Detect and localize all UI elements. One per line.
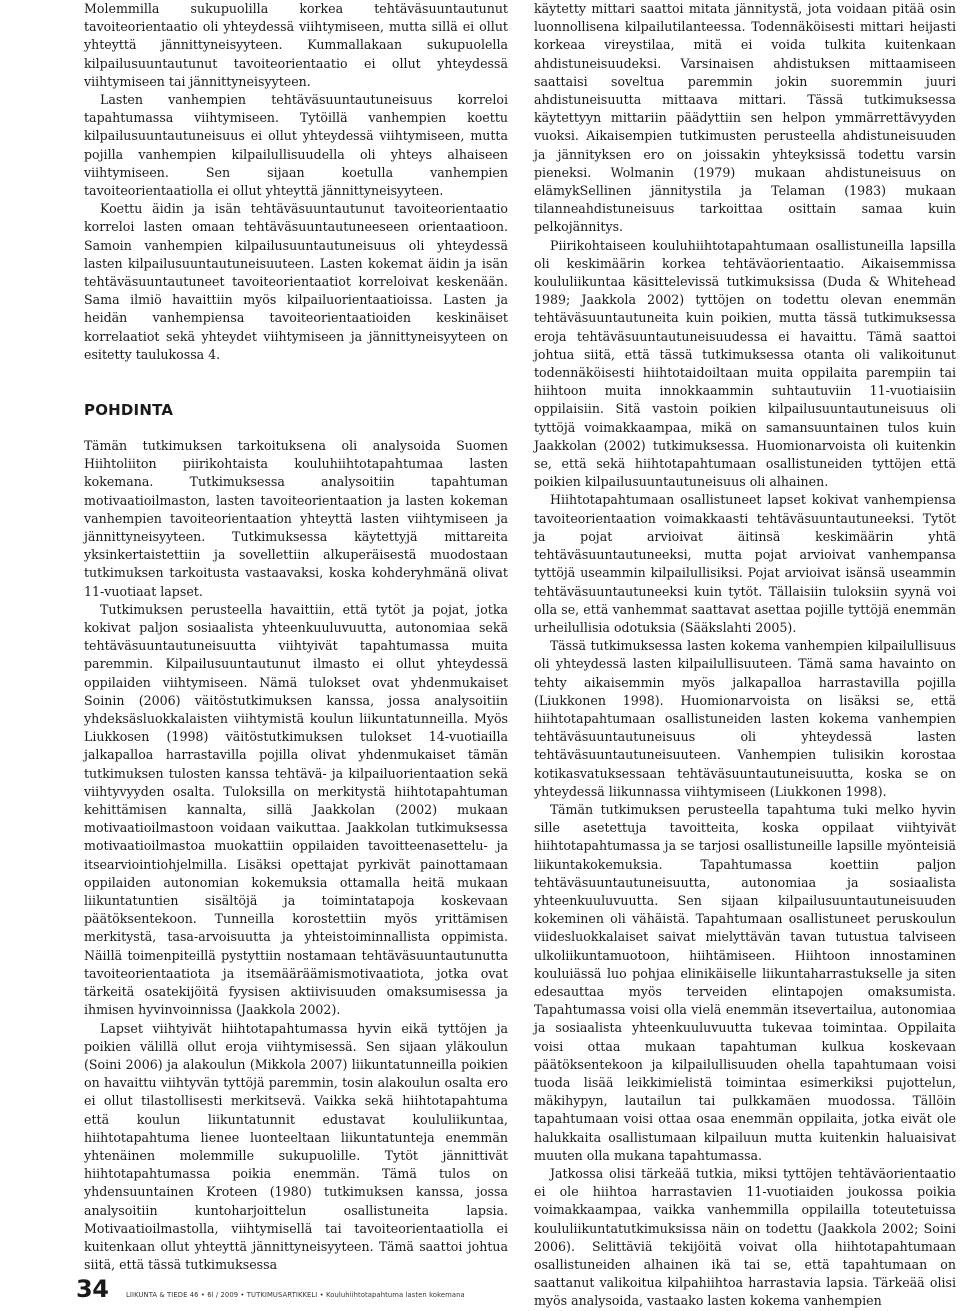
paragraph: Tämän tutkimuksen perusteella tapahtuma tuki melko hyvin sille asetettuja tavoitteita, koska oppilaat viihtyivät hiihtotapahtumassa ja se tarjosi osallistuneille lapsille myönteisiä liikuntakokemuksia. Tapahtumassa koettiin paljon tehtäväsuuntautuneisuutta, autonomiaa ja sosiaalista yhteenkuuluvuutta. Sen sijaan kilpailusuuntautuneisuuden kokeminen oli vähäistä. Tapahtumaan osallistuneet peruskoulun viidesluokkalaiset saivat mielyttävän tavan tutustua talviseen ulkoliikuntamuotoon, hiihtämiseen. Hiihtoon innostaminen kouluiässä luo pohjaa elinikäiselle liikuntaharrastukselle ja siten edesauttaa myös terveiden elintapojen omaksumista. Tapahtumassa voisi olla vielä enemmän itsevertailua, autonomiaa ja sosiaalista yhteenkuuluvuutta tukevaa toimintaa. Oppilaita voisi ottaa mukaan tapahtuman kulkua koskevaan päätöksentekoon ja kilpailullisuuden ohella tapahtumaan voisi tuoda lisää leikkimielistä toimintaa esimerkiksi pujottelun, mäkihypyn, lautailun tai pulkkamäen muodossa. Tällöin tapahtumaan voisi ottaa osaa enemmän oppilaita, jotka eivät ole halukkaita osallistumaan kilpailuun mutta kuitenkin haluaisivat muuten olla mukana tapahtumassa. [534,801,956,1163]
paragraph: käytetty mittari saattoi mitata jännitystä, jota voidaan pitää osin luonnollisena kilpailutilanteessa. Todennäköisesti mittari heijasti korkeaa vireystilaa, mitä ei voida tulkita kuitenkaan ahdistuneisuudeksi. Varsinaisen ahdistuksen mittaamiseen saattaisi soveltua paremmin jokin suoremmin juuri ahdistuneisuutta mittaava mittari. Tässä tutkimuksessa käytettyyn mittariin päädyttiin sen helpon ymmärrettävyyden vuoksi. Aikaisempien tutkimusten perusteella ahdistuneisuuden ja jännityksen ero on joissakin yhteyksissä todettu varsin pieneksi. Wolmanin (1979) mukaan ahdistuneisuus on elämykSellinen jännitystila ja Telaman (1983) mukaan tilanneahdistuneisuus tarkoittaa osittain samaa kuin pelkojännitys. [534,1,956,235]
left-column-bottom [84,437,508,1274]
right-column [534,0,956,1311]
page-number: 34 [76,1275,109,1303]
paragraph: Piirikohtaiseen kouluhiihtotapahtumaan osallistuneilla lapsilla oli keskimäärin korkea tehtäväorientaatio. Aikaisemmissa koululiikuntaa käsittelevissä tutkimuksissa (Duda & Whitehead 1989; Jaakkola 2002) tyttöjen on todettu olevan enemmän tehtäväsuuntautuneita kuin poikien, mutta tässä tutkimuksessa eroja tehtäväsuuntautuneisuudessa ei havaittu. Tämä saattoi johtua siitä, että tässä tutkimuksessa otanta oli valikoitunut todennäköisesti hiihtotaidoiltaan muita oppilaita parempiin tai hiihtoon muita innokkaammin suhtautuviin 11-vuotiaisiin oppilaisiin. Sitä vastoin poikien kilpailusuuntautuneisuus oli tyttöjä voimakkaampaa, mikä on samansuuntainen tulos kuin Jaakkolan (2002) tutkimuksessa. Huomionarvoista oli kuitenkin se, että sekä hiihtotapahtumaan osallistuneiden tyttöjen että poikien kilpailusuuntautuneisuus oli alhainen. [534,237,956,490]
paragraph: Jatkossa olisi tärkeää tutkia, miksi tyttöjen tehtäväorientaatio ei ole hiihtoa harrastavien 11-vuotiaiden joukossa poikia voimakkaampaa, vaikka vanhemmilla oppilailla toteutetuissa koululiikuntatutkimuksissa näin on todettu (Jaakkola 2002; Soini 2006). Selittäviä tekijöitä voivat olla hiihtotapahtumaan osallistuneiden alhainen ikä tai se, että tapahtumaan on saattanut valikoitua kilpahiihtoa harrastavia lapsia. Tärkeää olisi myös analysoida, vastaako lasten kokema vanhempien [534,1166,956,1309]
left-column-top [84,0,508,364]
page-footer [76,1275,495,1303]
paragraph: Hiihtotapahtumaan osallistuneet lapset kokivat vanhempiensa tavoiteorientaation voimakkaasti tehtäväsuuntautuneeksi. Tytöt ja pojat arvioivat äitinsä keskimäärin yhtä tehtäväsuuntautuneeksi, mutta pojat arvioivat vanhempansa tyttöjä useammin kilpailullisiksi. Pojat arvioivat isänsä useammin tehtäväsuuntautuneeksi kuin tytöt. Tällaisiin tuloksiin syynä voi olla se, että vanhemmat saattavat asettaa pojille tyttöjä enemmän urheilullisia odotuksia (Sääkslahti 2005). [534,492,956,635]
paragraph: Tässä tutkimuksessa lasten kokema vanhempien kilpailullisuus oli yhteydessä lasten kilpailullisuuteen. Tämä sama havainto on tehty aikaisemmin myös jalkapalloa harrastavilla pojilla (Liukkonen 1998). Huomionarvoista on lisäksi se, että hiihtotapahtumaan osallistuneiden lasten kokema vanhempien tehtäväsuuntautuneisuus oli yhteydessä lasten tehtäväsuuntautuneisuuteen. Vanhempien tulisikin korostaa kotikasvatuksessaan tehtäväsuuntautuneisuutta, koska se on yhteydessä liikunnassa viihtymiseen (Liukkonen 1998). [534,638,956,799]
running-head: LIIKUNTA & TIEDE 46 • 6l / 2009 • TUTKIMUSARTIKKELI • Kouluhiihtotapahtuma lasten kokemana [126,1290,466,1299]
paragraph: Koettu äidin ja isän tehtäväsuuntautunut tavoiteorientaatio korreloi lasten omaan tehtäväsuuntautuneeseen orientaatioon. Samoin vanhempien kilpailusuuntautuneisuus oli yhteydessä lasten kilpailusuuntautuneisuuteen. Lasten kokemat äidin ja isän tehtäväsuuntautuneet tavoiteorientaatiot korreloivat keskenään. Sama ilmiö havaittiin myös kilpailuorientaatioissa. Lasten ja heidän vanhempiensa tavoiteorientaatioiden keskinäiset korrelaatiot sekä yhteydet viihtymiseen ja jännittyneisyyteen on esitetty taulukossa 4. [84,201,508,362]
section-heading: POHDINTA [84,401,174,419]
paragraph: Tämän tutkimuksen tarkoituksena oli analysoida Suomen Hiihtoliiton piirikohtaista kouluhiihtotapahtumaa lasten kokemana. Tutkimuksessa analysoitiin tapahtuman motivaatioilmaston, lasten tavoiteorientaation ja lasten kokeman vanhempien tavoiteorientaation yhteyttä lasten viihtymiseen ja jännittyneisyyteen. Tutkimuksessa käytettyjä mittareita yksinkertaistettiin ja sovellettiin alkuperäisestä muodostaan tutkimuksen tarkoitusta vastaavaksi, koska kohderyhmänä olivat 11-vuotiaat lapset. [84,438,508,599]
paragraph: Lapset viihtyivät hiihtotapahtumassa hyvin eikä tyttöjen ja poikien välillä ollut eroja viihtymisessä. Sen sijaan yläkoulun (Soini 2006) ja alakoulun (Mikkola 2007) liikuntatunneilla poikien on havaittu viihtyvän tyttöjä paremmin, tosin alakoulun osalta ero ei ollut tilastollisesti merkitsevä. Vaikka sekä hiihtotapahtuma että koulun liikuntatunnit edustavat koululiikuntaa, hiihtotapahtuma lienee luonteeltaan liikuntatunteja enemmän yhtenäinen molemmille sukupuolille. Tytöt jännittivät hiihtotapahtumassa poikia enemmän. Tämä tulos on yhdensuuntainen Kroteen (1980) tutkimuksen kanssa, jossa analysoitiin kuntoharjoittelun osallistuneita lapsia. Motivaatioilmastolla, viihtymisellä tai tavoiteorientaatiolla ei kuitenkaan ollut yhteyttä jännittyneisyyteen. Tämä saattoi johtua siitä, että tässä tutkimuksessa [84,1020,508,1273]
paragraph: Molemmilla sukupuolilla korkea tehtäväsuuntautunut tavoiteorientaatio oli yhteydessä viihtymiseen, mutta sillä ei ollut yhteyttä jännittyneisyyteen. Kummallakaan sukupuolella kilpailusuuntautunut tavoiteorientaatio ei ollut yhteydessä viihtymiseen tai jännittyneisyyteen. [84,1,508,89]
paragraph: Tutkimuksen perusteella havaittiin, että tytöt ja pojat, jotka kokivat paljon sosiaalista yhteenkuuluvuutta, autonomiaa sekä tehtäväsuuntautuneisuutta viihtyivät tapahtumassa muita paremmin. Kilpailusuuntautunut ilmasto ei ollut yhteydessä oppilaiden viihtymiseen. Nämä tulokset ovat yhdenmukaiset Soinin (2006) väitöstutkimuksen kanssa, jossa analysoitiin yhdeksäsluokkalaisten viihtymistä koulun liikuntatunneilla. Myös Liukkosen (1998) väitöstutkimuksen tulokset 14-vuotiailla jalkapalloa harrastavilla pojilla olivat yhdenmukaiset tämän tutkimuksen tulosten kanssa tehtävä- ja kilpailuorientaation sekä viihtyvyyden osalta. Tuloksilla on merkitystä hiihtotapahtuman kehittämisen kannalta, sillä Jaakkolan (2002) mukaan motivaatioilmastoon voidaan vaikuttaa. Jaakkolan tutkimuksessa motivaatioilmastoa muokattiin oppilaiden tavoitteenasettelu- ja itsearviointiohjelmilla. Lisäksi opettajat pyrkivät painottamaan oppilaiden autonomian kokemuksia ottamalla heitä mukaan liikuntatuntien sisältöjä ja toimintatapoja koskevaan päätöksentekoon. Tunneilla korostettiin myös yrittämisen merkitystä, tasa-arvoisuutta ja yhteistoiminnallista oppimista. Näillä toimenpiteillä pystyttiin nostamaan tehtäväsuuntautunutta tavoiteorientaatiota ja itsemääräämismotivaatiota, jotka ovat tärkeitä osatekijöitä fyysisen aktiivisuuden omaksumisessa ja ihmisen hyvinvoinnissa (Jaakkola 2002). [84,601,508,1018]
paragraph: Lasten vanhempien tehtäväsuuntautuneisuus korreloi tapahtumassa viihtymiseen. Tytöillä vanhempien koettu kilpailusuuntautuneisuus ei ollut yhteydessä viihtymiseen, mutta pojilla vanhempien kilpailullisuudella oli yhteys alhaiseen viihtymiseen. Sen sijaan koetulla vanhempien tavoiteorientaatiolla ei ollut yhteyttä jännittyneisyyteen. [84,92,508,199]
